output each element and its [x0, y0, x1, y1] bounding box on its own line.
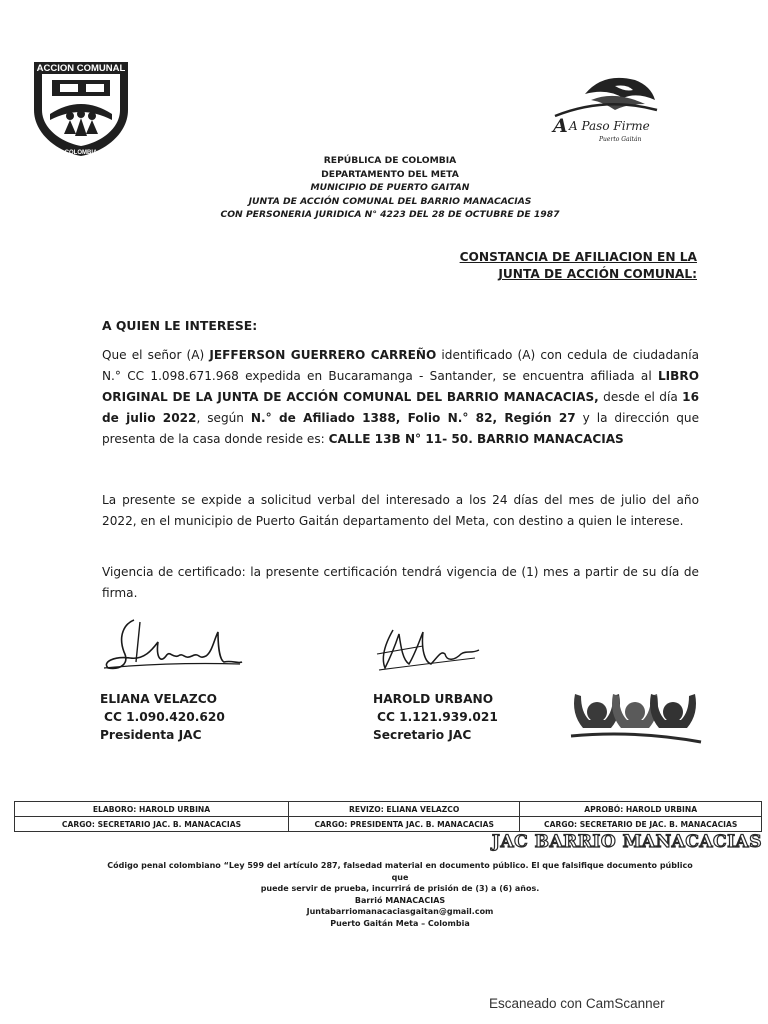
footer-legal-1: Código penal colombiano “Ley 599 del artículo 287, falsedad material en documento público. El que falsifique documento público que	[107, 861, 693, 882]
issuance-paragraph: La presente se expide a solicitud verbal del interesado a los 24 días del mes de julio del año 2022, en el municipio de Puerto Gaitán departamento del Meta, con destino a quien le interese.	[102, 493, 699, 528]
signer-left-id: CC 1.090.420.620	[104, 710, 225, 724]
footer-barrio: Barrió MANACACIAS	[354, 895, 446, 905]
shield-title-text: ACCION COMUNAL	[36, 63, 126, 74]
camscanner-watermark: Escaneado con CamScanner	[489, 996, 665, 1011]
footer-legal-2: puede servir de prueba, incurrirá de prisión de (3) a (6) años.	[260, 884, 540, 893]
approval-aprobo: APROBÓ: HAROLD URBINA	[520, 802, 762, 817]
signature-right	[375, 624, 485, 676]
accion-comunal-shield-logo	[30, 58, 132, 158]
signer-left-role: Presidenta JAC	[100, 728, 202, 742]
affiliate-address: CALLE 13B N° 11- 50. BARRIO MANACACIAS	[328, 432, 624, 446]
svg-text:A: A	[553, 115, 568, 137]
document-title	[440, 249, 697, 283]
a-paso-firme-text: A Paso Firme	[569, 119, 650, 133]
salutation: A QUIEN LE INTERESE:	[102, 318, 258, 333]
document-header	[180, 154, 600, 222]
approval-row	[15, 817, 762, 832]
p1-text-4: , según	[196, 411, 251, 425]
approval-revizo: REVIZO: ELIANA VELAZCO	[288, 802, 519, 817]
affiliate-name: JEFFERSON GUERRERO CARREÑO	[209, 348, 437, 362]
approval-elaboro: ELABORO: HAROLD URBINA	[15, 802, 289, 817]
raised-hands-logo	[565, 690, 705, 756]
affiliation-date: 16 de julio 2022	[102, 390, 699, 425]
header-country: REPÚBLICA DE COLOMBIA	[323, 155, 457, 166]
approval-table	[14, 801, 762, 832]
a-paso-firme-logo	[545, 70, 665, 154]
signer-right-role: Secretario JAC	[373, 728, 472, 742]
approval-row	[15, 802, 762, 817]
affiliation-paragraph	[102, 345, 699, 450]
header-junta: JUNTA DE ACCIÓN COMUNAL DEL BARRIO MANACACIAS	[248, 195, 532, 207]
validity-paragraph: Vigencia de certificado: la presente certificación tendrá vigencia de (1) mes a partir de su día de firma.	[102, 565, 699, 600]
jac-brand-text: JAC BARRIO MANACACIAS	[491, 832, 762, 852]
signature-left	[100, 612, 245, 678]
cargo-elaboro: CARGO: SECRETARIO JAC. B. MANACACIAS	[15, 817, 289, 832]
signer-right-id: CC 1.121.939.021	[377, 710, 498, 724]
signer-right-name: HAROLD URBANO	[373, 692, 494, 706]
cargo-revizo: CARGO: PRESIDENTA JAC. B. MANACACIAS	[288, 817, 519, 832]
p1-text-2: identificado (A) con cedula de ciudadanía N.° CC 1.098.671.968 expedida en Bucaramanga - Santander, se encuentra afiliada al	[102, 348, 699, 383]
document-footer	[100, 860, 700, 929]
title-line-2: JUNTA DE ACCIÓN COMUNAL:	[498, 267, 697, 281]
signer-left	[100, 690, 225, 744]
libro-original: LIBRO ORIGINAL DE LA JUNTA DE ACCIÓN COMUNAL DEL BARRIO MANACACIAS,	[102, 369, 699, 404]
header-personeria: CON PERSONERIA JURIDICA N° 4223 DEL 28 DE OCTUBRE DE 1987	[220, 209, 560, 220]
signer-right	[373, 690, 498, 744]
header-municipality: MUNICIPIO DE PUERTO GAITAN	[310, 182, 470, 193]
p1-text-1: Que el señor (A)	[102, 348, 210, 362]
puerto-gaitan-text: Puerto Gaitán	[599, 136, 642, 143]
footer-email: Juntabarriomanacaciasgaitan@gmail.com	[306, 907, 494, 916]
title-line-1: CONSTANCIA DE AFILIACION EN LA	[459, 250, 697, 264]
affiliate-number: N.° de Afiliado 1388, Folio N.° 82, Región 27	[250, 411, 576, 425]
header-department: DEPARTAMENTO DEL META	[321, 168, 459, 180]
cargo-aprobo: CARGO: SECRETARIO DE JAC. B. MANACACIAS	[520, 817, 762, 832]
p1-text-5: y la dirección que presenta de la casa donde reside es:	[102, 411, 700, 446]
signer-left-name: ELIANA VELAZCO	[100, 692, 218, 706]
p1-text-3: desde el día	[598, 390, 683, 404]
shield-bottom-text: COLOMBIA	[64, 150, 98, 156]
footer-location: Puerto Gaitán Meta – Colombia	[330, 918, 470, 928]
